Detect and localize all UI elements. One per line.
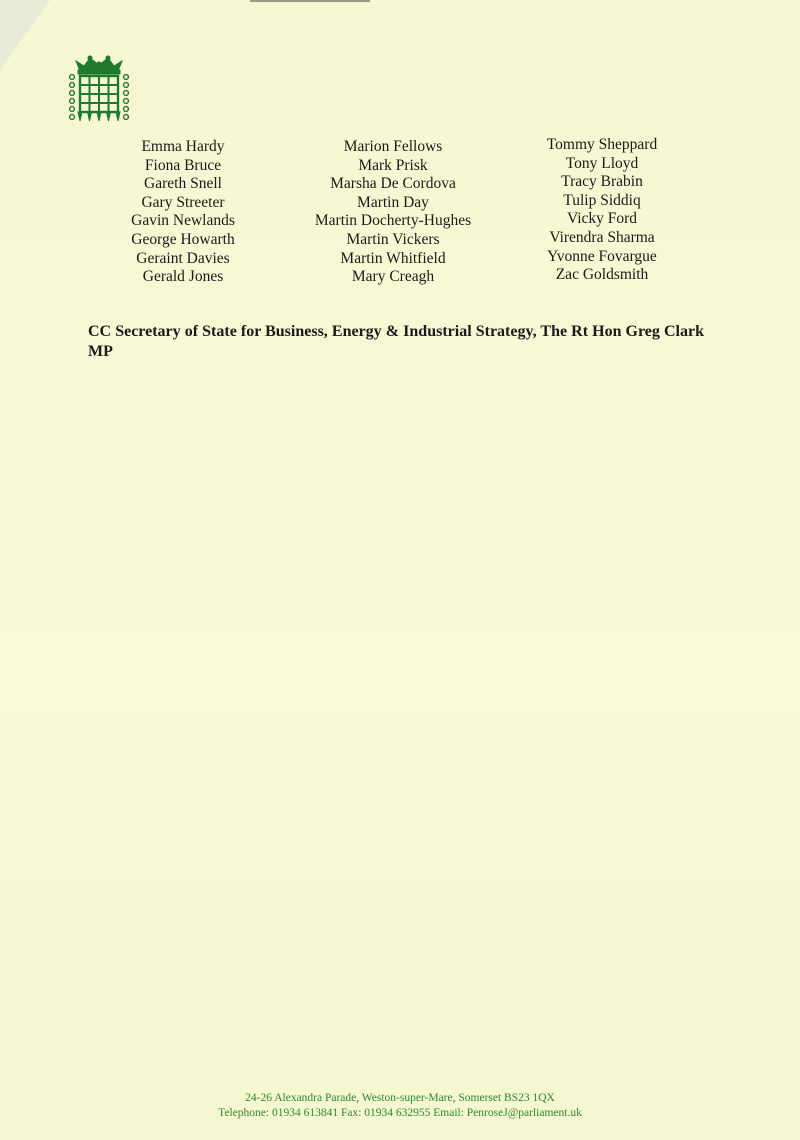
signatories-list — [0, 136, 800, 296]
signatory-name: Mary Creagh — [351, 268, 435, 286]
signatory-name: Martin Vickers — [346, 230, 440, 248]
signatory-name: Marsha De Cordova — [330, 175, 456, 193]
signatory-name: Tulip Siddiq — [563, 191, 641, 209]
signatory-name: Martin Day — [357, 193, 429, 211]
signatory-name: Tommy Sheppard — [546, 136, 658, 153]
footer-address: 24-26 Alexandra Parade, Weston-super-Mare, Somerset BS23 1QX — [245, 1092, 555, 1104]
portcullis-icon — [66, 55, 132, 127]
signatory-name: Marion Fellows — [343, 138, 443, 155]
signatories-column-1 — [73, 138, 293, 287]
signatory-name: George Howarth — [131, 230, 235, 248]
signatory-name: Martin Docherty-Hughes — [314, 212, 472, 230]
signatory-name: Geraint Davies — [136, 249, 230, 267]
footer-contact: Telephone: 01934 613841 Fax: 01934 632955 Email: PenroseJ@parliament.uk — [218, 1107, 582, 1119]
page-corner-fold — [0, 0, 50, 70]
cc-line: CC Secretary of State for Business, Energy & Industrial Strategy, The Rt Hon Greg Clark MP — [88, 323, 704, 360]
signatories-column-3 — [492, 136, 712, 285]
signatory-name: Zac Goldsmith — [555, 266, 649, 284]
signatory-name: Mark Prisk — [358, 156, 428, 174]
signatory-name: Virendra Sharma — [549, 228, 655, 246]
signatory-name: Gavin Newlands — [131, 212, 235, 230]
signatory-name: Vicky Ford — [566, 210, 638, 228]
signatory-name: Gary Streeter — [141, 193, 225, 211]
signatory-name: Tony Lloyd — [565, 154, 639, 172]
signatory-name: Fiona Bruce — [144, 156, 222, 174]
letterhead-footer — [0, 1091, 800, 1121]
signatories-column-2 — [283, 138, 503, 287]
signatory-name: Tracy Brabin — [561, 173, 643, 191]
signatory-name: Yvonne Fovargue — [547, 247, 657, 265]
signatory-name: Gareth Snell — [144, 175, 222, 193]
signatory-name: Gerald Jones — [142, 268, 224, 286]
scan-edge-mark — [250, 0, 370, 2]
signatory-name: Emma Hardy — [141, 138, 225, 155]
signatory-name: Martin Whitfield — [340, 249, 446, 267]
